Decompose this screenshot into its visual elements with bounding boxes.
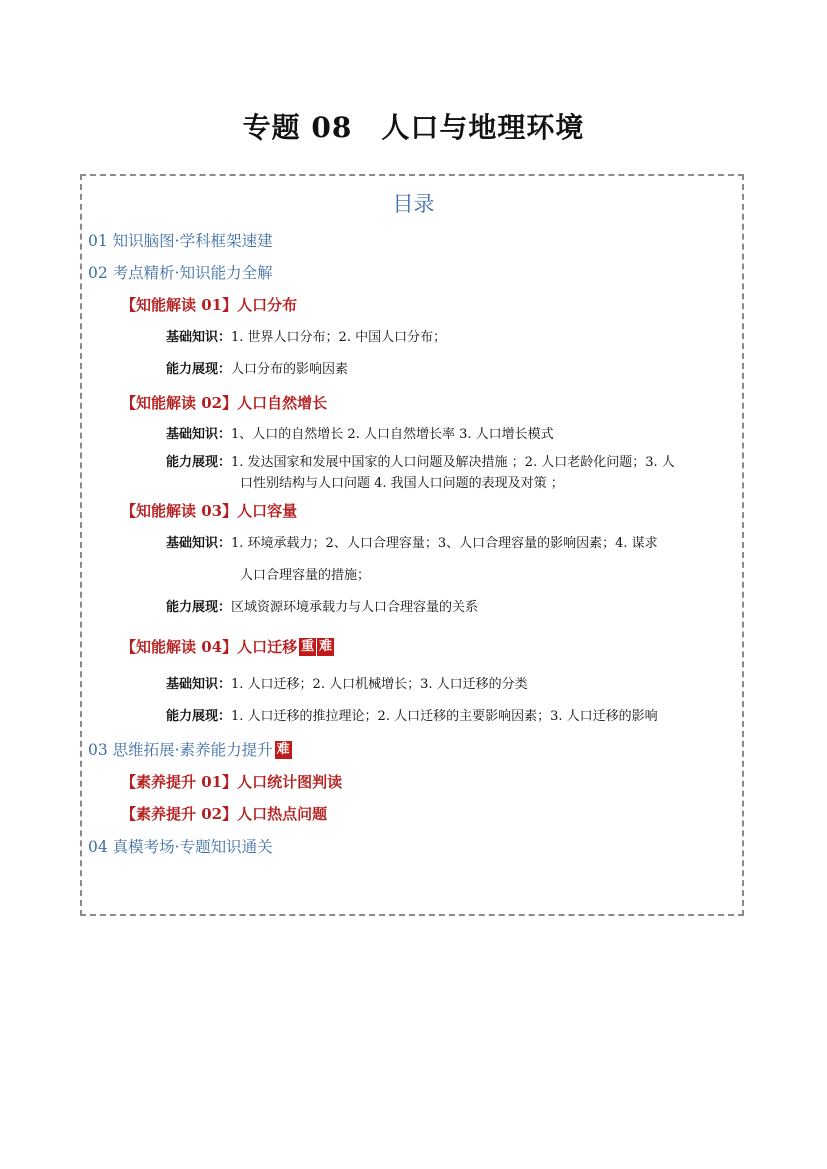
k01-basic-row [166, 327, 446, 349]
toc-item-knowledge-01[interactable]: 【知能解读 01】人口分布 [121, 296, 298, 314]
k01-ability-row [166, 359, 348, 381]
toc-item-knowledge-04[interactable] [121, 636, 334, 657]
basic-label: 基础知识： [166, 330, 232, 345]
basic-text: 1. 环境承载力；2、人口合理容量；3、人口合理容量的影响因素；4. 谋求 [231, 536, 658, 551]
k02-ability-row [166, 452, 675, 474]
toc-item-knowledge-02[interactable]: 【知能解读 02】人口自然增长 [121, 394, 328, 412]
toc-section-02[interactable]: 02 考点精析·知识能力全解 [88, 264, 273, 282]
basic-text-cont: 人口合理容量的措施； [240, 568, 371, 583]
badge-difficult: 难 [319, 639, 333, 654]
ability-text: 1. 发达国家和发展中国家的人口问题及解决措施 ；2. 人口老龄化问题；3. 人 [231, 455, 675, 470]
basic-label: 基础知识： [166, 427, 232, 442]
ability-text-cont: 口性别结构与人口问题 4. 我国人口问题的表现及对策 ； [240, 476, 564, 491]
ability-label: 能力展现： [166, 709, 232, 724]
item-label: 【知能解读 04】人口迁移 [121, 638, 298, 656]
toc-section-01[interactable]: 01 知识脑图·学科框架速建 [88, 232, 273, 250]
toc-heading: 目录 [392, 192, 435, 216]
ability-text: 人口分布的影响因素 [231, 362, 349, 377]
ability-text: 区域资源环境承载力与人口合理容量的关系 [231, 600, 479, 615]
basic-text: 1、人口的自然增长 2. 人口自然增长率 3. 人口增长模式 [231, 427, 554, 442]
k03-ability-row [166, 597, 478, 619]
basic-label: 基础知识： [166, 536, 232, 551]
k02-ability-row-cont [240, 473, 564, 495]
toc-section-03[interactable] [88, 738, 292, 760]
badge-difficult: 难 [276, 742, 290, 757]
section-label: 03 思维拓展·素养能力提升 [88, 741, 273, 759]
toc-item-literacy-02[interactable]: 【素养提升 02】人口热点问题 [121, 805, 328, 823]
badge-key: 重 [301, 639, 315, 654]
k03-basic-row [166, 533, 658, 555]
ability-label: 能力展现： [166, 455, 232, 470]
ability-text: 1. 人口迁移的推拉理论；2. 人口迁移的主要影响因素；3. 人口迁移的影响 [231, 709, 658, 724]
toc-item-knowledge-03[interactable]: 【知能解读 03】人口容量 [121, 502, 298, 520]
basic-text: 1. 世界人口分布；2. 中国人口分布； [231, 330, 447, 345]
page-title: 专题 08 人口与地理环境 [242, 111, 585, 144]
k02-basic-row [166, 424, 554, 446]
ability-label: 能力展现： [166, 600, 232, 615]
k04-ability-row [166, 706, 658, 728]
toc-section-04[interactable]: 04 真模考场·专题知识通关 [88, 838, 273, 856]
basic-text: 1. 人口迁移；2. 人口机械增长；3. 人口迁移的分类 [231, 677, 528, 692]
toc-item-literacy-01[interactable]: 【素养提升 01】人口统计图判读 [121, 773, 343, 791]
k03-basic-row-cont [240, 565, 370, 587]
basic-label: 基础知识： [166, 677, 232, 692]
k04-basic-row [166, 674, 528, 696]
ability-label: 能力展现： [166, 362, 232, 377]
